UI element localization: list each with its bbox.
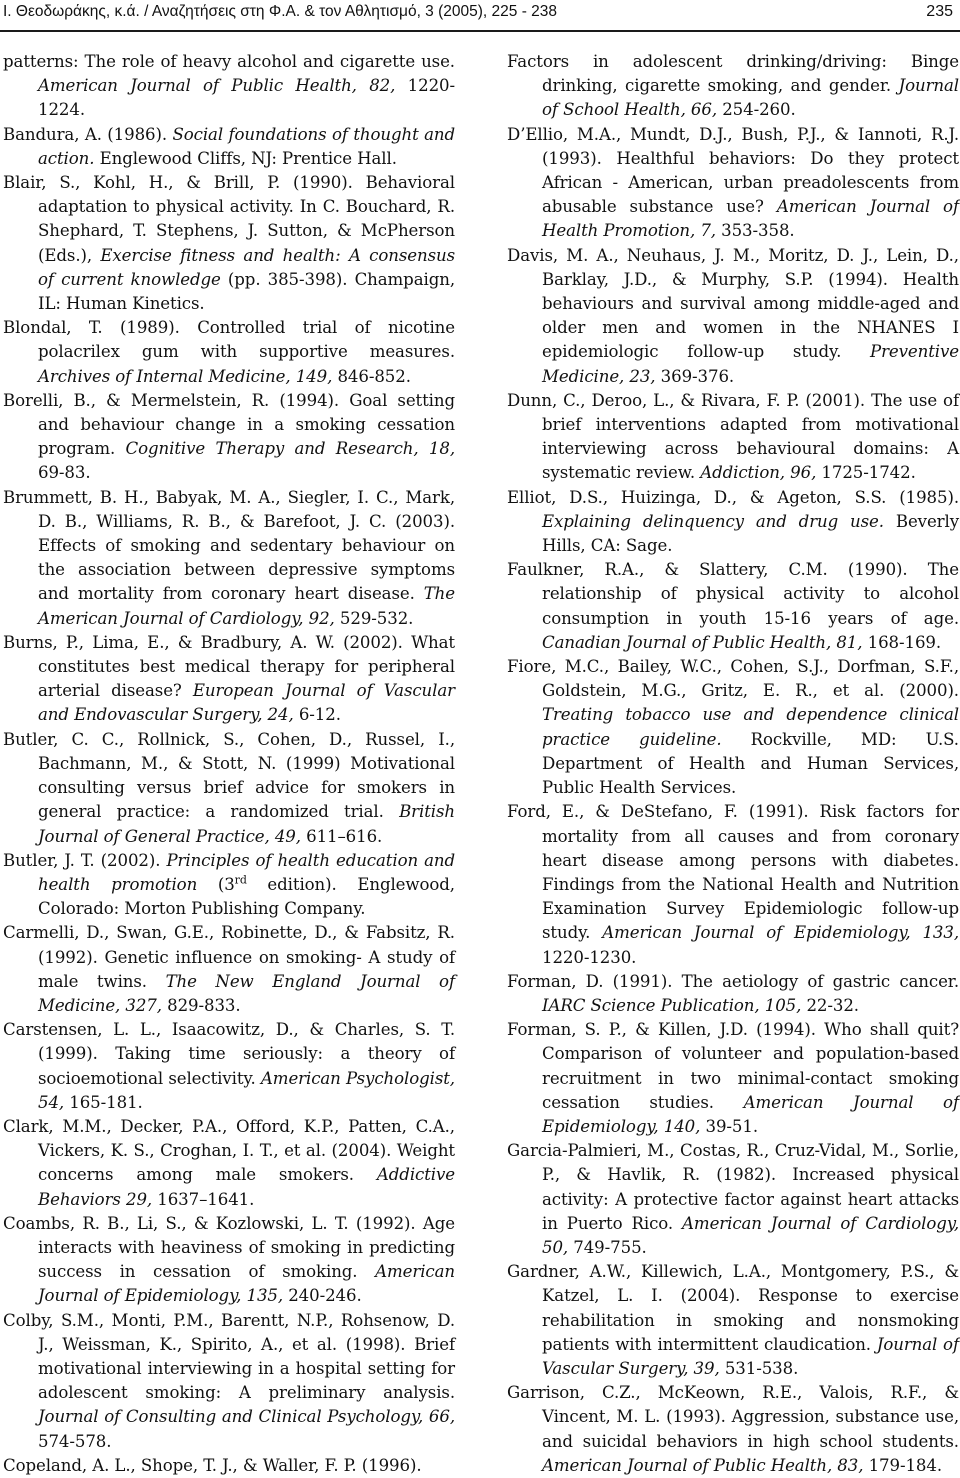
reference-pages: 369-376.	[655, 366, 735, 386]
reference-text: Butler, J. T. (2002).	[3, 850, 167, 870]
reference-entry	[507, 655, 959, 800]
reference-pages: Rockville, MD: U.S. Department of Health and Human Services, Public Health Services.	[542, 729, 959, 798]
reference-text: Clark, M.M., Decker, P.A., Offord, K.P., Patten, C.A., Vickers, K. S., Croghan, I. T., et al. (2004). Weight concerns among male smokers.	[3, 1116, 455, 1185]
reference-source-title: Social foundations of thought and action.	[38, 124, 455, 168]
reference-text: Brummett, B. H., Babyak, M. A., Siegler, I. C., Mark, D. B., Williams, R. B., & Barefoot, J. C. (2003). Effects of smoking and sedentary behaviour on the association between depressive symptoms and mortality from coronary heart disease.	[3, 487, 455, 604]
reference-entry	[3, 728, 455, 849]
reference-text: Elliot, D.S., Huizinga, D., & Ageton, S.S. (1985).	[507, 487, 959, 507]
reference-text: Borelli, B., & Mermelstein, R. (1994). Goal setting and behaviour change in a smoking cessation program.	[3, 390, 455, 459]
reference-entry	[507, 1018, 959, 1139]
reference-text: D’Ellio, M.A., Mundt, D.J., Bush, P.J., & Iannoti, R.J. (1993). Healthful behaviors: Do they protect African - American, urban preadolescents from abusable substance use?	[507, 124, 959, 217]
reference-source-title: American Journal of Public Health, 82,	[38, 76, 396, 96]
references-right-column	[507, 50, 959, 1478]
reference-pages: Beverly Hills, CA: Sage.	[542, 511, 959, 556]
reference-text: Garrison, C.Z., McKeown, R.E., Valois, R.F., & Vincent, M. L. (1993). Aggression, substance use, and suicidal behaviors in high school students.	[507, 1383, 959, 1451]
reference-source-title: Archives of Internal Medicine, 149,	[38, 366, 333, 386]
reference-pages: 168-169.	[862, 632, 942, 652]
reference-pages: 1220-1230.	[542, 947, 637, 967]
running-header	[0, 0, 960, 28]
reference-source-title: Explaining delinquency and drug use.	[542, 511, 884, 531]
reference-source-title: Canadian Journal of Public Health, 81,	[542, 632, 863, 652]
reference-entry	[507, 1260, 959, 1381]
reference-source-title: Journal of Consulting and Clinical Psychology, 66,	[38, 1407, 455, 1427]
reference-source-title: The New England Journal of Medicine, 327,	[38, 971, 455, 1015]
reference-entry	[507, 800, 959, 969]
reference-source-title: IARC Science Publication, 105,	[542, 995, 802, 1015]
reference-entry	[507, 50, 959, 123]
reference-text: patterns: The role of heavy alcohol and cigarette use.	[3, 52, 455, 71]
reference-source-title: European Journal of Vascular and Endovascular Surgery, 24,	[38, 681, 455, 725]
reference-source-title: American Journal of Epidemiology, 133,	[602, 923, 960, 943]
reference-source-title: American Journal of Public Health, 83,	[542, 1455, 864, 1475]
reference-entry	[507, 389, 959, 486]
reference-text: Forman, S. P., & Killen, J.D. (1994). Who shall quit? Comparison of volunteer and population-based recruitment in two minimal-contact smoking cessation studies.	[507, 1020, 959, 1112]
reference-entry	[3, 486, 455, 631]
reference-entry	[3, 1115, 455, 1212]
reference-pages: 179-184.	[863, 1455, 943, 1475]
references-left-column	[3, 50, 455, 1478]
reference-text: Faulkner, R.A., & Slattery, C.M. (1990). The relationship of physical activity to alcohol consumption in youth 15-16 years of age.	[507, 560, 959, 628]
reference-source-title: British Journal of General Practice, 49,	[38, 802, 455, 846]
reference-text: Forman, D. (1991). The aetiology of gastric cancer.	[507, 971, 959, 991]
reference-text: Copeland, A. L., Shope, T. J., & Waller, F. P. (1996).	[3, 1455, 422, 1475]
reference-entry	[3, 1018, 455, 1115]
reference-entry	[507, 558, 959, 655]
reference-entry	[3, 849, 455, 922]
reference-text: Butler, C. C., Rollnick, S., Cohen, D., Russel, I., Bachmann, M., & Stott, N. (1999) Motivational consulting versus brief advice for smokers in general practice: a randomized trial.	[3, 729, 455, 822]
reference-pages: 69-83.	[38, 463, 91, 483]
reference-text: Colby, S.M., Monti, P.M., Barentt, N.P., Rohsenow, D. J., Weissman, K., Spirito, A., et al. (1998). Brief motivational interviewing in a hospital setting for adolescent smoking: A preliminary analysis.	[3, 1310, 455, 1403]
reference-entry	[3, 1454, 455, 1478]
reference-pages: 1637–1641.	[152, 1189, 255, 1209]
reference-pages: 240-246.	[283, 1286, 362, 1306]
reference-pages: 846-852.	[332, 366, 411, 386]
reference-source-title: Journal of School Health, 66,	[542, 76, 959, 120]
reference-source-title: Treating tobacco use and dependence clinical practice guideline.	[542, 705, 959, 749]
reference-source-title: Cognitive Therapy and Research, 18,	[125, 439, 455, 459]
reference-source-title: American Journal of Cardiology, 50,	[542, 1213, 959, 1257]
reference-text: Bandura, A. (1986).	[3, 124, 173, 144]
reference-text: Burns, P., Lima, E., & Bradbury, A. W. (2002). What constitutes best medical therapy for peripheral arterial disease?	[3, 632, 455, 701]
reference-entry	[507, 244, 959, 389]
reference-entry	[3, 1212, 455, 1309]
page-number: 235	[926, 3, 953, 20]
reference-source-title: Principles of health education and health promotion	[38, 850, 455, 894]
reference-text: Gardner, A.W., Killewich, L.A., Montgomery, P.S., & Katzel, L. I. (2004). Response to exercise rehabilitation in smoking and nonsmoking patients with intermittent claudication.	[507, 1262, 959, 1354]
reference-source-title: American Journal of Epidemiology, 135,	[38, 1262, 455, 1306]
reference-pages: 39-51.	[700, 1116, 758, 1136]
reference-text: Factors in adolescent drinking/driving: Binge drinking, cigarette smoking, and gender.	[507, 52, 959, 96]
reference-entry	[507, 123, 959, 244]
reference-source-title: Preventive Medicine, 23,	[542, 342, 959, 386]
reference-pages: 829-833.	[161, 995, 241, 1015]
reference-pages: 22-32.	[801, 995, 859, 1015]
reference-entry	[507, 486, 959, 559]
reference-pages: Englewood Cliffs, NJ: Prentice Hall.	[94, 148, 397, 168]
reference-pages: 749-755.	[568, 1237, 647, 1257]
reference-source-title: American Psychologist, 54,	[38, 1068, 455, 1112]
reference-source-title: The American Journal of Cardiology, 92,	[38, 584, 455, 628]
running-head: Ι. Θεοδωράκης, κ.ά. / Αναζητήσεις στη Φ.Α. & τον Αθλητισμό, 3 (2005), 225 - 238	[3, 3, 558, 20]
reference-source-title: American Journal of Epidemiology, 140,	[542, 1092, 959, 1136]
header-rule	[0, 30, 960, 32]
reference-pages: 1725-1742.	[816, 463, 916, 483]
reference-text: Dunn, C., Deroo, L., & Rivara, F. P. (2001). The use of brief interventions adapted from motivational interviewing across behavioural domains: A systematic review.	[507, 390, 959, 483]
reference-text: Carmelli, D., Swan, G.E., Robinette, D., & Fabsitz, R. (1992). Genetic influence on smoking- A study of male twins.	[3, 923, 455, 991]
reference-pages: 165-181.	[64, 1092, 143, 1112]
reference-pages: 353-358.	[715, 221, 795, 241]
reference-text: Blondal, T. (1989). Controlled trial of nicotine polacrilex gum with supportive measures.	[3, 318, 455, 362]
reference-entry	[507, 1139, 959, 1260]
reference-entry	[3, 123, 455, 171]
reference-entry	[3, 921, 455, 1018]
reference-text: Ford, E., & DeStefano, F. (1991). Risk factors for mortality from all causes and from coronary heart disease among persons with diabetes. Findings from the National Health and Nutrition Examination Survey Epidemiologic follow-up study.	[507, 802, 959, 943]
reference-source-title: Addiction, 96,	[700, 463, 817, 483]
reference-entry	[3, 631, 455, 728]
reference-entry	[3, 1309, 455, 1454]
reference-entry	[3, 50, 455, 123]
reference-text: Davis, M. A., Neuhaus, J. M., Moritz, D. J., Lein, D., Barklay, J.D., & Murphy, S.P. (1994). Health behaviours and survival among middle-aged and older men and women in the NHANES I epidemiologic follow-up study.	[507, 245, 959, 362]
reference-entry	[3, 171, 455, 316]
reference-entry	[3, 389, 455, 486]
reference-pages: 529-532.	[334, 608, 414, 628]
reference-text: Carstensen, L. L., Isaacowitz, D., & Charles, S. T. (1999). Taking time seriously: a theory of socioemotional selectivity.	[3, 1020, 455, 1088]
reference-entry	[507, 1381, 959, 1478]
reference-text: Garcia-Palmieri, M., Costas, R., Cruz-Vidal, M., Sorlie, P., & Havlik, R. (1982). Increased physical activity: A protective factor against heart attacks in Puerto Rico.	[507, 1141, 959, 1233]
reference-entry	[507, 970, 959, 1018]
reference-pages: (pp. 385-398). Champaign, IL: Human Kinetics.	[38, 269, 455, 314]
reference-pages: 254-260.	[717, 100, 796, 120]
reference-text: Coambs, R. B., Li, S., & Kozlowski, L. T. (1992). Age interacts with heaviness of smoking in predicting success in cessation of smoking.	[3, 1213, 455, 1282]
reference-pages: 531-538.	[719, 1358, 799, 1378]
reference-entry	[3, 316, 455, 389]
reference-source-title: Addictive Behaviors 29,	[38, 1165, 455, 1209]
reference-source-title: Journal of Vascular Surgery, 39,	[542, 1334, 959, 1378]
reference-text: Blair, S., Kohl, H., & Brill, P. (1990). Behavioral adaptation to physical activity. In C. Bouchard, R. Shephard, T. Stephens, J. Sutton, & McPherson (Eds.),	[3, 173, 455, 265]
reference-pages: 611–616.	[300, 826, 383, 846]
reference-text: Fiore, M.C., Bailey, W.C., Cohen, S.J., Dorfman, S.F., Goldstein, M.G., Gritz, E. R., et al. (2000).	[507, 657, 959, 701]
reference-pages: 6-12.	[293, 705, 341, 725]
reference-source-title: American Journal of Health Promotion, 7,	[542, 197, 959, 241]
reference-pages: 1220-1224.	[38, 76, 456, 120]
reference-pages: 574-578.	[38, 1431, 112, 1451]
reference-pages: (3rd edition). Englewood, Colorado: Morton Publishing Company.	[38, 873, 455, 919]
reference-source-title: Exercise fitness and health: A consensus of current knowledge	[38, 245, 455, 289]
